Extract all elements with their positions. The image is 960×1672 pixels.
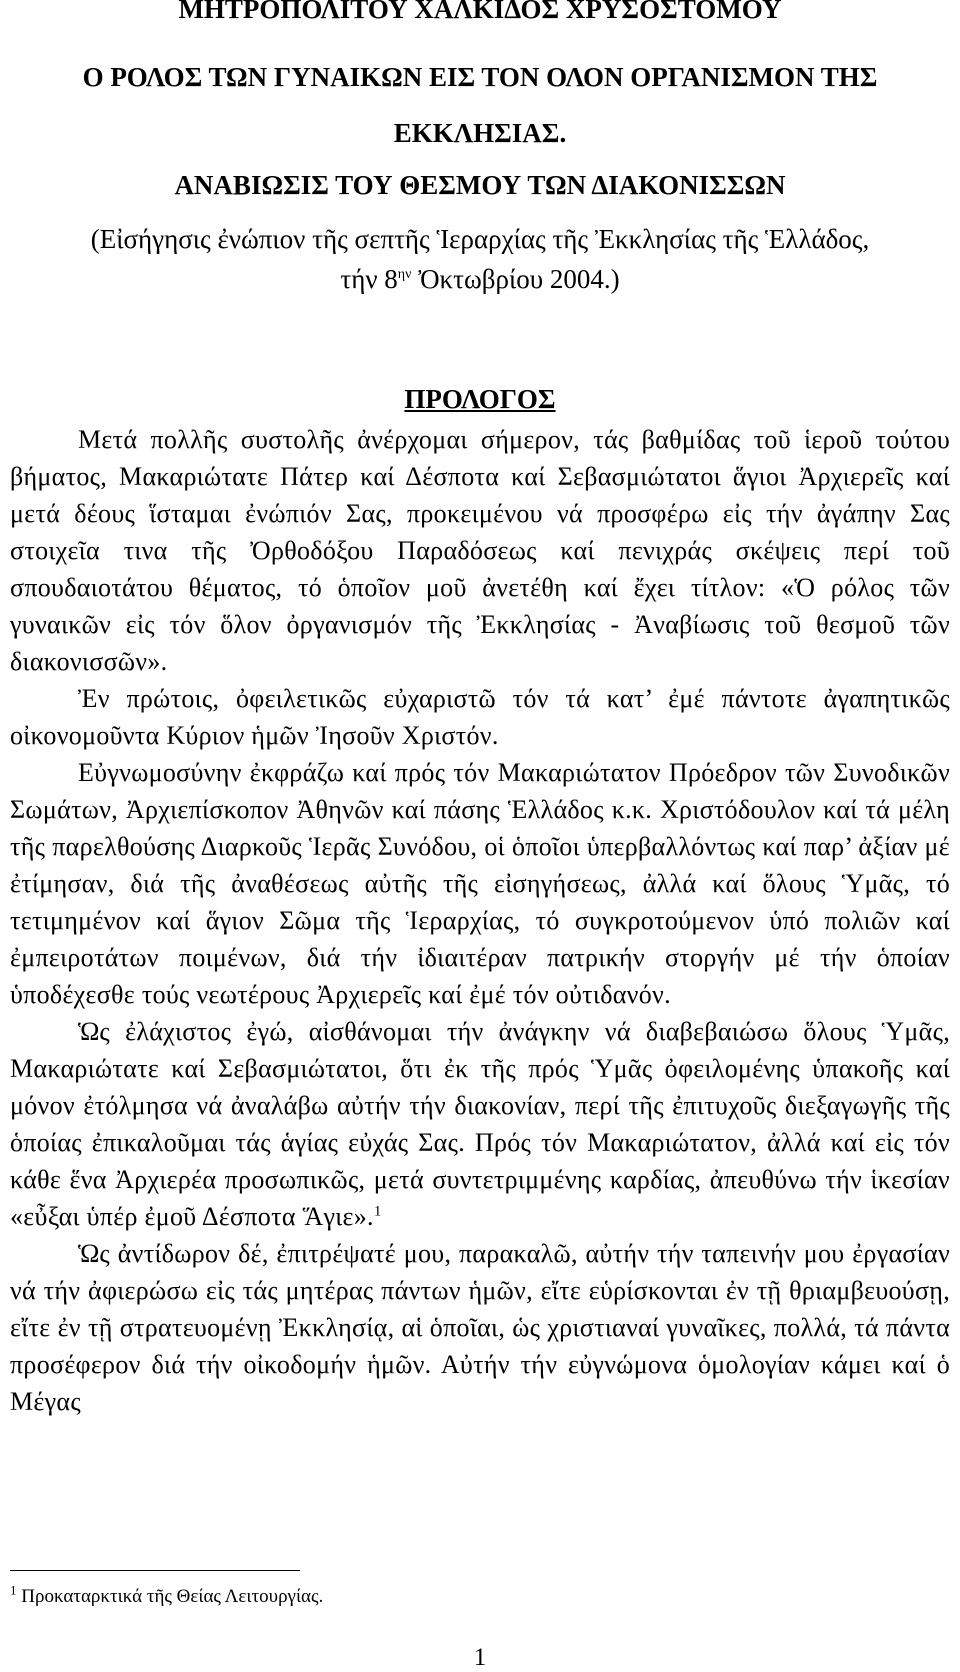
footnote [10,1582,950,1609]
footnote-divider [10,1570,300,1571]
occasion-date-sup: ην [397,267,412,282]
occasion-line-2 [0,264,960,294]
title-line-1: Ο ΡΟΛΟΣ ΤΩΝ ΓΥΝΑΙΚΩΝ ΕΙΣ ΤΟΝ ΟΛΟΝ ΟΡΓΑΝΙΣΜΟΝ ΤΗΣ [82,62,878,92]
footnote-text: Προκαταρκτικά τῆς Θείας Λειτουργίας. [16,1586,324,1607]
paragraph-5: Ὡς ἀντίδωρον δέ, ἐπιτρέψατέ μου, παρακαλῶ, αὐτήν τήν ταπεινήν μου ἐργασίαν νά τήν ἀφιερώσω εἰς τάς μητέρας πάντων ἡμῶν, εἴτε εὑρίσκονται ἐν τῇ θριαμβευούσῃ, εἴτε ἐν τῇ στρατευομένῃ Ἐκκλησίᾳ, αἱ ὁποῖαι, ὡς χριστιαναί γυναῖκες, πολλά, τά πάντα προσέφερον διά τήν οἰκοδομήν ἡμῶν. Αὐτήν τήν εὐγνώμονα ὁμολογίαν κάμει καί ὁ Μέγας [10,1239,950,1416]
paragraph-3: Εὐγνωμοσύνην ἐκφράζω καί πρός τόν Μακαριώτατον Πρόεδρον τῶν Συνοδικῶν Σωμάτων, Ἀρχιεπίσκοπον Ἀθηνῶν καί πάσης Ἑλλάδος κ.κ. Χριστόδουλον καί τά μέλη τῆς παρελθούσης Διαρκοῦς Ἱερᾶς Συνόδου, οἱ ὁποῖοι ὑπερβαλλόντως καί παρ’ ἀξίαν μέ ἐτίμησαν, διά τῆς ἀναθέσεως αὐτῆς τῆς εἰσηγήσεως, ἀλλά καί ὅλους Ὑμᾶς, τό τετιμημένον καί ἅγιον Σῶμα τῆς Ἱεραρχίας, τό συγκροτούμενον ὑπό πολιῶν καί ἐμπειροτάτων ποιμένων, διά τήν ἰδιαιτέραν πατρικήν στοργήν μέ τήν ὁποίαν ὑποδέχεσθε τούς νεωτέρους Ἀρχιερεῖς καί ἐμέ τόν οὐτιδανόν. [10,758,950,1009]
author-line: ΜΗΤΡΟΠΟΛΙΤΟΥ ΧΑΛΚΙΔΟΣ ΧΡΥΣΟΣΤΟΜΟΥ [178,0,782,24]
prologue-body [10,421,950,1420]
page-number: 1 [473,1644,487,1671]
paragraph-1: Μετά πολλῆς συστολῆς ἀνέρχομαι σήμερον, τάς βαθμίδας τοῦ ἱεροῦ τούτου βήματος, Μακαριώτατε Πάτερ καί Δέσποτα καί Σεβασμιώτατοι ἅγιοι Ἀρχιερεῖς καί μετά δέους ἵσταμαι ἐνώπιόν Σας, προκειμένου νά προσφέρω εἰς τήν ἀγάπην Σας στοιχεῖα τινα τῆς Ὀρθοδόξου Παραδόσεως καί πενιχράς σκέψεις περί τοῦ σπουδαιοτάτου θέματος, τό ὁποῖον μοῦ ἀνετέθη καί ἔχει τίτλον: «Ὁ ρόλος τῶν γυναικῶν εἰς τόν ὅλον ὀργανισμόν τῆς Ἐκκλησίας - Ἀναβίωσις τοῦ θεσμοῦ τῶν διακονισσῶν». [10,425,950,676]
title-line-2: ΕΚΚΛΗΣΙΑΣ. [393,118,567,148]
occasion-line-1: (Εἰσήγησις ἐνώπιον τῆς σεπτῆς Ἱεραρχίας τῆς Ἐκκλησίας τῆς Ἑλλάδος, [90,224,870,254]
footnote-reference[interactable]: 1 [373,1203,382,1220]
paragraph-2: Ἐν πρώτοις, ὀφειλετικῶς εὐχαριστῶ τόν τά κατ’ ἐμέ πάντοτε ἀγαπητικῶς οἰκονομοῦντα Κύριον ἡμῶν Ἰησοῦν Χριστόν. [10,684,950,750]
prologue-heading: ΠΡΟΛΟΓΟΣ [404,384,556,414]
subtitle-line: ΑΝΑΒΙΩΣΙΣ ΤΟΥ ΘΕΣΜΟΥ ΤΩΝ ΔΙΑΚΟΝΙΣΣΩΝ [174,170,786,200]
paragraph-4 [10,1013,950,1235]
footnote-number: 1 [10,1582,17,1598]
occasion-date-post: Ὀκτωβρίου 2004.) [411,264,620,294]
occasion-date-pre: τήν 8 [340,264,398,294]
paragraph-4-text: Ὡς ἐλάχιστος ἐγώ, αἰσθάνομαι τήν ἀνάγκην νά διαβεβαιώσω ὅλους Ὑμᾶς, Μακαριώτατε καί Σεβασμιώτατοι, ὅτι ἐκ τῆς πρός Ὑμᾶς ὀφειλομένης ὑπακοῆς καί μόνον ἐτόλμησα νά ἀναλάβω αὐτήν τήν διακονίαν, περί τῆς ἐπιτυχοῦς διεξαγωγῆς τῆς ὁποίας ἐπικαλοῦμαι τάς ἁγίας εὐχάς Σας. Πρός τόν Μακαριώτατον, ἀλλά καί εἰς τόν κάθε ἕνα Ἀρχιερέα προσωπικῶς, μετά συντετριμμένης καρδίας, ἀπευθύνω τήν ἱκεσίαν «εὖξαι ὑπέρ ἐμοῦ Δέσποτα Ἅγιε». [10,1017,950,1231]
